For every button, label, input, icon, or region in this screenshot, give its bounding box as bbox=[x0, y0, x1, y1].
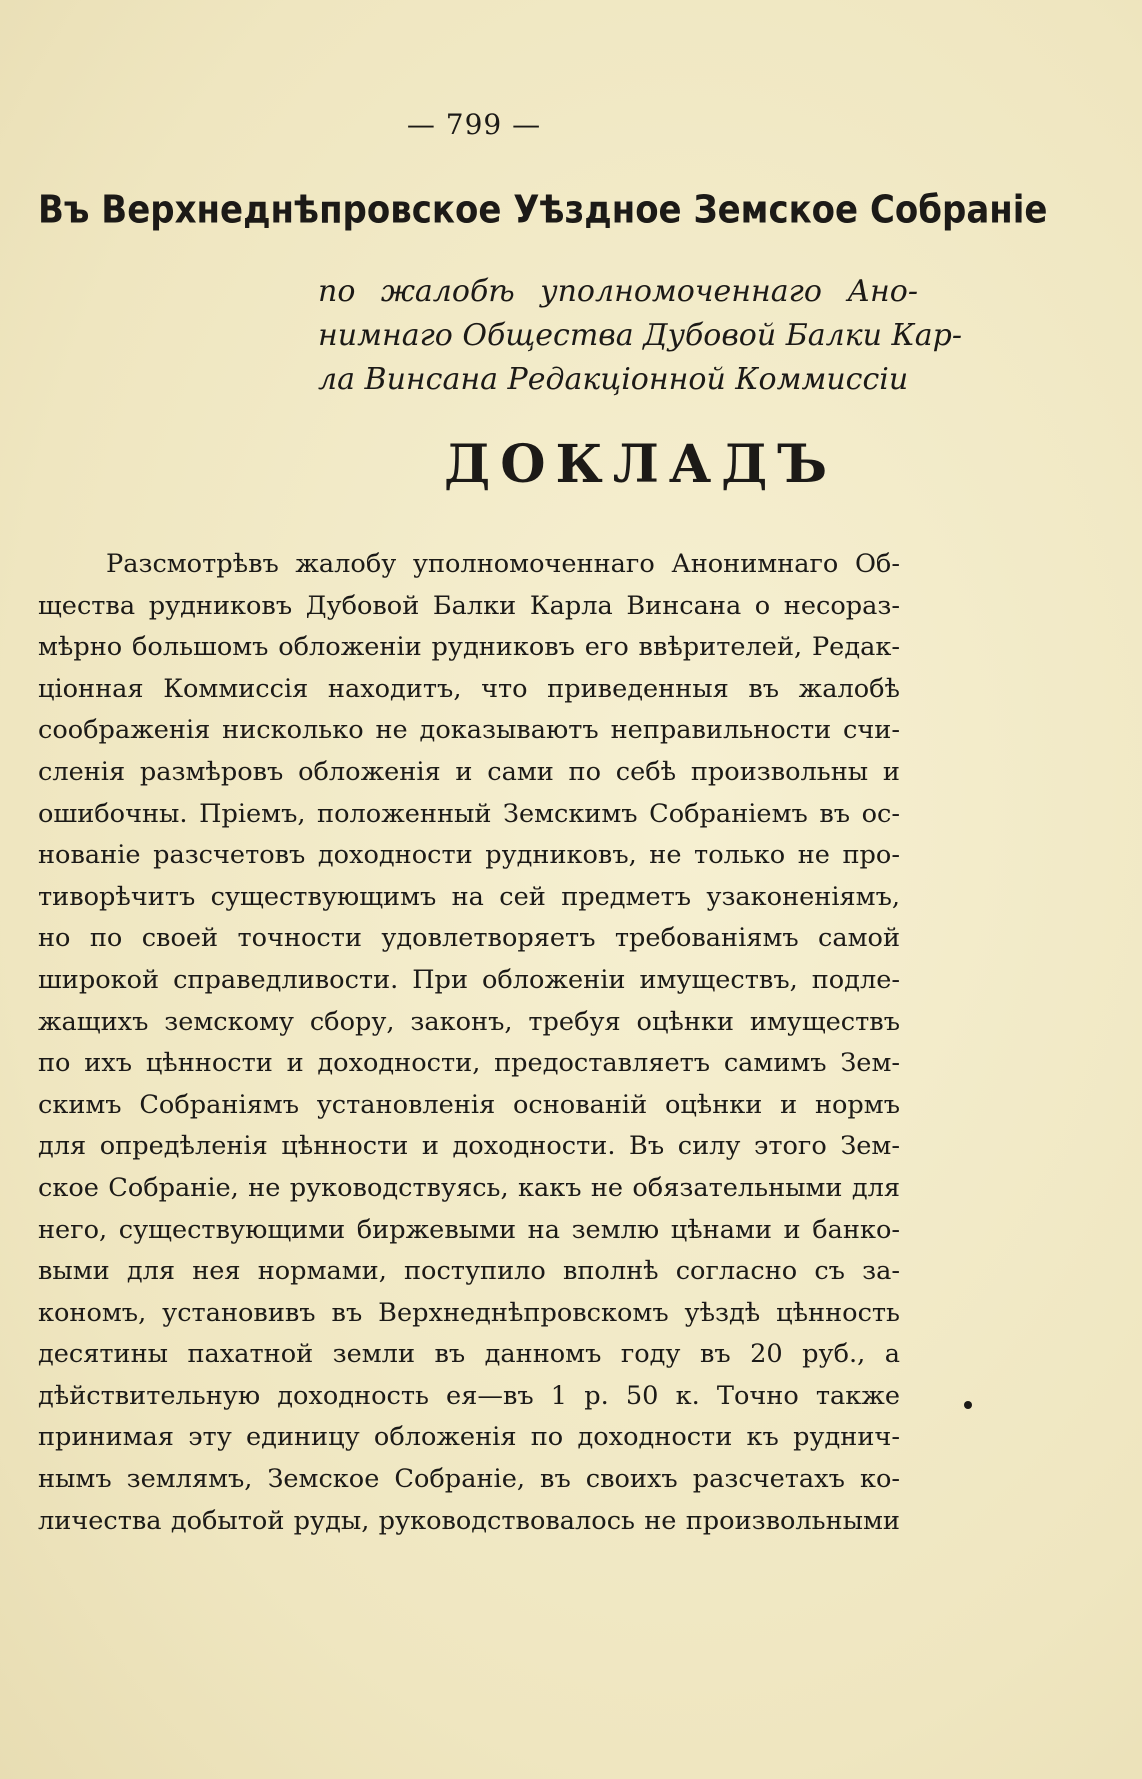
body-line: по ихъ цѣнности и доходности, предоставляетъ самимъ Зем- bbox=[38, 1048, 900, 1079]
document-subheading bbox=[318, 270, 962, 402]
document-heading: Въ Верхнеднѣпровское Уѣздное Земское Собраніе bbox=[38, 188, 1048, 233]
page-number: — 799 — bbox=[406, 108, 542, 141]
body-line: ціонная Коммиссія находитъ, что приведенныя въ жалобѣ bbox=[38, 673, 900, 704]
ink-speck bbox=[964, 1401, 972, 1409]
body-line: принимая эту единицу обложенія по доходности къ руднич- bbox=[38, 1422, 900, 1453]
body-line: кономъ, установивъ въ Верхнеднѣпровскомъ уѣздѣ цѣнность bbox=[38, 1297, 900, 1328]
body-line: нованіе разсчетовъ доходности рудниковъ, не только не про- bbox=[38, 840, 900, 871]
body-line: ошибочны. Пріемъ, положенный Земскимъ Собраніемъ въ ос- bbox=[38, 798, 900, 829]
body-line: ское Собраніе, не руководствуясь, какъ не обязательными для bbox=[38, 1172, 900, 1203]
subheading-line: по жалобѣ уполномоченнаго Ано- bbox=[318, 274, 918, 309]
document-page bbox=[38, 90, 1048, 1542]
body-line: тиворѣчитъ существующимъ на сей предметъ узаконеніямъ, bbox=[38, 881, 900, 912]
body-line: Разсмотрѣвъ жалобу уполномоченнаго Анонимнаго Об- bbox=[106, 549, 900, 579]
body-line: щества рудниковъ Дубовой Балки Карла Винсана о несораз- bbox=[38, 590, 900, 621]
body-line: десятины пахатной земли въ данномъ году въ 20 руб., а bbox=[38, 1339, 900, 1370]
body-line: сленія размѣровъ обложенія и сами по себѣ произвольны и bbox=[38, 756, 900, 787]
body-line: жащихъ земскому сбору, законъ, требуя оцѣнки имуществъ bbox=[38, 1006, 900, 1037]
body-line: для опредѣленія цѣнности и доходности. Въ силу этого Зем- bbox=[38, 1131, 900, 1162]
body-line: дѣйствительную доходность ея—въ 1 р. 50 к. Точно также bbox=[38, 1380, 900, 1411]
body-line: соображенія нисколько не доказываютъ неправильности счи- bbox=[38, 715, 900, 746]
body-line: него, существующими биржевыми на землю цѣнами и банко- bbox=[38, 1214, 900, 1245]
subheading-line: нимнаго Общества Дубовой Балки Кар- bbox=[318, 318, 962, 353]
body-line: выми для нея нормами, поступило вполнѣ согласно съ за- bbox=[38, 1256, 900, 1287]
body-line: широкой справедливости. При обложеніи имуществъ, подле- bbox=[38, 964, 900, 995]
report-title: ДОКЛАДЪ bbox=[444, 434, 838, 495]
body-line: нымъ землямъ, Земское Собраніе, въ своихъ разсчетахъ ко- bbox=[38, 1464, 900, 1495]
subheading-line: ла Винсана Редакціонной Коммиссіи bbox=[318, 362, 909, 397]
body-line: но по своей точности удовлетворяетъ требованіямъ самой bbox=[38, 923, 900, 954]
body-line: личества добытой руды, руководствовалось не произвольными bbox=[38, 1505, 900, 1536]
body-line: мѣрно большомъ обложеніи рудниковъ его ввѣрителей, Редак- bbox=[38, 632, 900, 663]
body-line: скимъ Собраніямъ установленія основаній оцѣнки и нормъ bbox=[38, 1089, 900, 1120]
body-text bbox=[38, 544, 900, 1542]
